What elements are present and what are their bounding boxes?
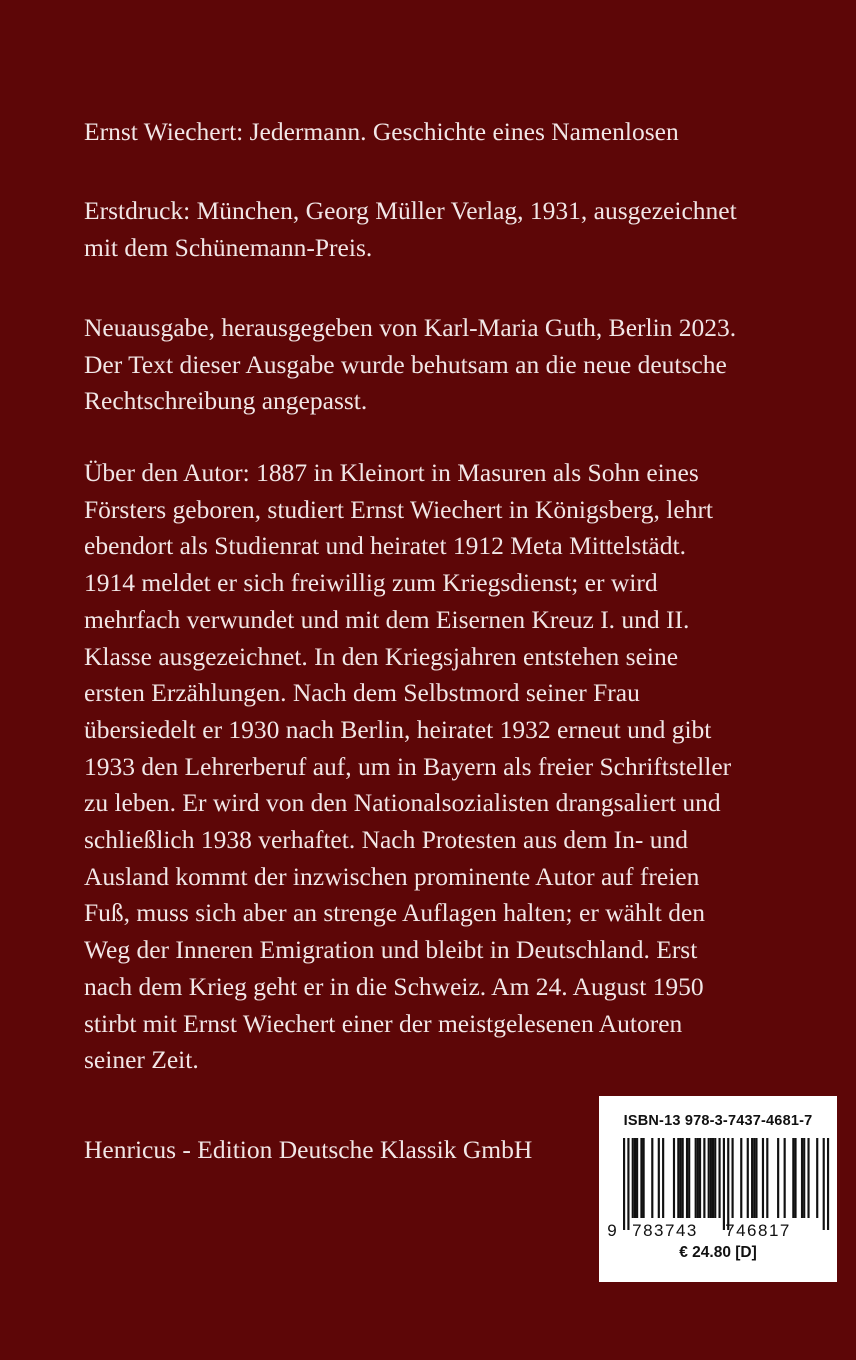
barcode-bar (688, 1138, 690, 1218)
barcode-bars (623, 1138, 829, 1230)
barcode-bar (662, 1138, 664, 1218)
barcode-bar (708, 1138, 710, 1218)
barcode-digits-right: 746817 (725, 1221, 791, 1240)
about-line: ersten Erzählungen. Nach dem Selbstmord seiner Frau (84, 678, 640, 708)
barcode-bar (695, 1138, 697, 1218)
barcode-guard-bar (827, 1138, 829, 1230)
about-line: zu leben. Er wird von den Nationalsozialisten drangsaliert und (84, 788, 721, 818)
barcode-bar (673, 1138, 675, 1218)
barcode-bar (682, 1138, 684, 1218)
barcode-bar (636, 1138, 638, 1218)
barcode-bar (803, 1138, 805, 1218)
barcode-bar (784, 1138, 786, 1218)
barcode-bar (640, 1138, 642, 1218)
barcode-guard-bar (823, 1138, 825, 1230)
barcode-bar (762, 1138, 764, 1218)
price-label: € 24.80 [D] (679, 1244, 757, 1261)
barcode-bar (753, 1138, 755, 1218)
first-print-paragraph (84, 193, 784, 266)
barcode-digits-left: 783743 (632, 1221, 698, 1240)
barcode-bar (697, 1138, 699, 1218)
about-author-paragraph (84, 455, 784, 1079)
about-line: ebendort als Studienrat und heiratet 1912 Meta Mittelstädt. (84, 531, 686, 561)
about-line: 1914 meldet er sich freiwillig zum Kriegsdienst; er wird (84, 568, 658, 598)
isbn-label: ISBN-13 978-3-7437-4681-7 (623, 1113, 813, 1129)
barcode-bar (710, 1138, 712, 1218)
barcode-bar (792, 1138, 794, 1218)
barcode-bar (751, 1138, 753, 1218)
about-line: nach dem Krieg geht er in die Schweiz. Am 24. August 1950 (84, 971, 704, 1001)
about-line: übersiedelt er 1930 nach Berlin, heiratet 1932 erneut und gibt (84, 714, 712, 744)
barcode-bar (777, 1138, 779, 1218)
barcode-bar (712, 1138, 714, 1218)
barcode-bar (679, 1138, 681, 1218)
edition-line: Neuausgabe, herausgegeben von Karl-Maria Guth, Berlin 2023. (84, 313, 737, 342)
barcode-bar (732, 1138, 734, 1218)
edition-paragraph (84, 310, 784, 420)
barcode-bar (718, 1138, 720, 1218)
barcode-bar (686, 1138, 688, 1218)
about-line: Klasse ausgezeichnet. In den Kriegsjahren entstehen seine (84, 641, 679, 671)
barcode-guard-bar (723, 1138, 725, 1230)
barcode-guard-bar (627, 1138, 629, 1230)
barcode-bar (766, 1138, 768, 1218)
first-print-line: Erstdruck: München, Georg Müller Verlag, 1931, ausgezeichnet (84, 196, 737, 225)
barcode-bar (658, 1138, 660, 1218)
about-line: Ausland kommt der inzwischen prominente Autor auf freien (84, 861, 700, 891)
about-line: Försters geboren, studiert Ernst Wiechert in Königsberg, lehrt (84, 494, 714, 524)
edition-line: Der Text dieser Ausgabe wurde behutsam an die neue deutsche (84, 349, 727, 379)
barcode-digit-first: 9 (607, 1221, 617, 1240)
barcode-bar (632, 1138, 634, 1218)
publisher-name: Henricus - Edition Deutsche Klassik GmbH (84, 1135, 533, 1164)
about-line: 1933 den Lehrerberuf auf, um in Bayern als freier Schriftsteller (84, 751, 732, 781)
barcode-guard-bar (623, 1138, 625, 1230)
barcode-bar (634, 1138, 636, 1218)
barcode-bar (677, 1138, 679, 1218)
first-print-line: mit dem Schünemann-Preis. (84, 232, 373, 262)
barcode-bar (794, 1138, 796, 1218)
barcode-bar (714, 1138, 716, 1218)
about-line: schließlich 1938 verhaftet. Nach Protesten aus dem In- und (84, 825, 689, 855)
about-line: Weg der Inneren Emigration und bleibt in Deutschland. Erst (84, 935, 698, 965)
barcode-bar (651, 1138, 653, 1218)
about-line: stirbt mit Ernst Wiechert einer der meistgelesenen Autoren (84, 1008, 683, 1038)
barcode-bar (643, 1138, 645, 1218)
barcode-bar (755, 1138, 757, 1218)
barcode-bar (703, 1138, 705, 1218)
barcode-bar (807, 1138, 809, 1218)
barcode-bar (816, 1138, 818, 1218)
book-title-line: Ernst Wiechert: Jedermann. Geschichte eines Namenlosen (84, 117, 679, 146)
about-line: mehrfach verwundet und mit dem Eisernen Kreuz I. und II. (84, 604, 690, 634)
isbn-barcode-panel (599, 1096, 837, 1282)
about-line: seiner Zeit. (84, 1045, 199, 1075)
about-line: Über den Autor: 1887 in Kleinort in Masuren als Sohn eines (84, 458, 699, 487)
barcode-bar (747, 1138, 749, 1218)
barcode-bar (740, 1138, 742, 1218)
about-line: Fuß, muss sich aber an strenge Auflagen halten; er wählt den (84, 898, 706, 928)
barcode-guard-bar (727, 1138, 729, 1230)
edition-line: Rechtschreibung angepasst. (84, 386, 368, 416)
barcode-bar (801, 1138, 803, 1218)
barcode-bar (699, 1138, 701, 1218)
